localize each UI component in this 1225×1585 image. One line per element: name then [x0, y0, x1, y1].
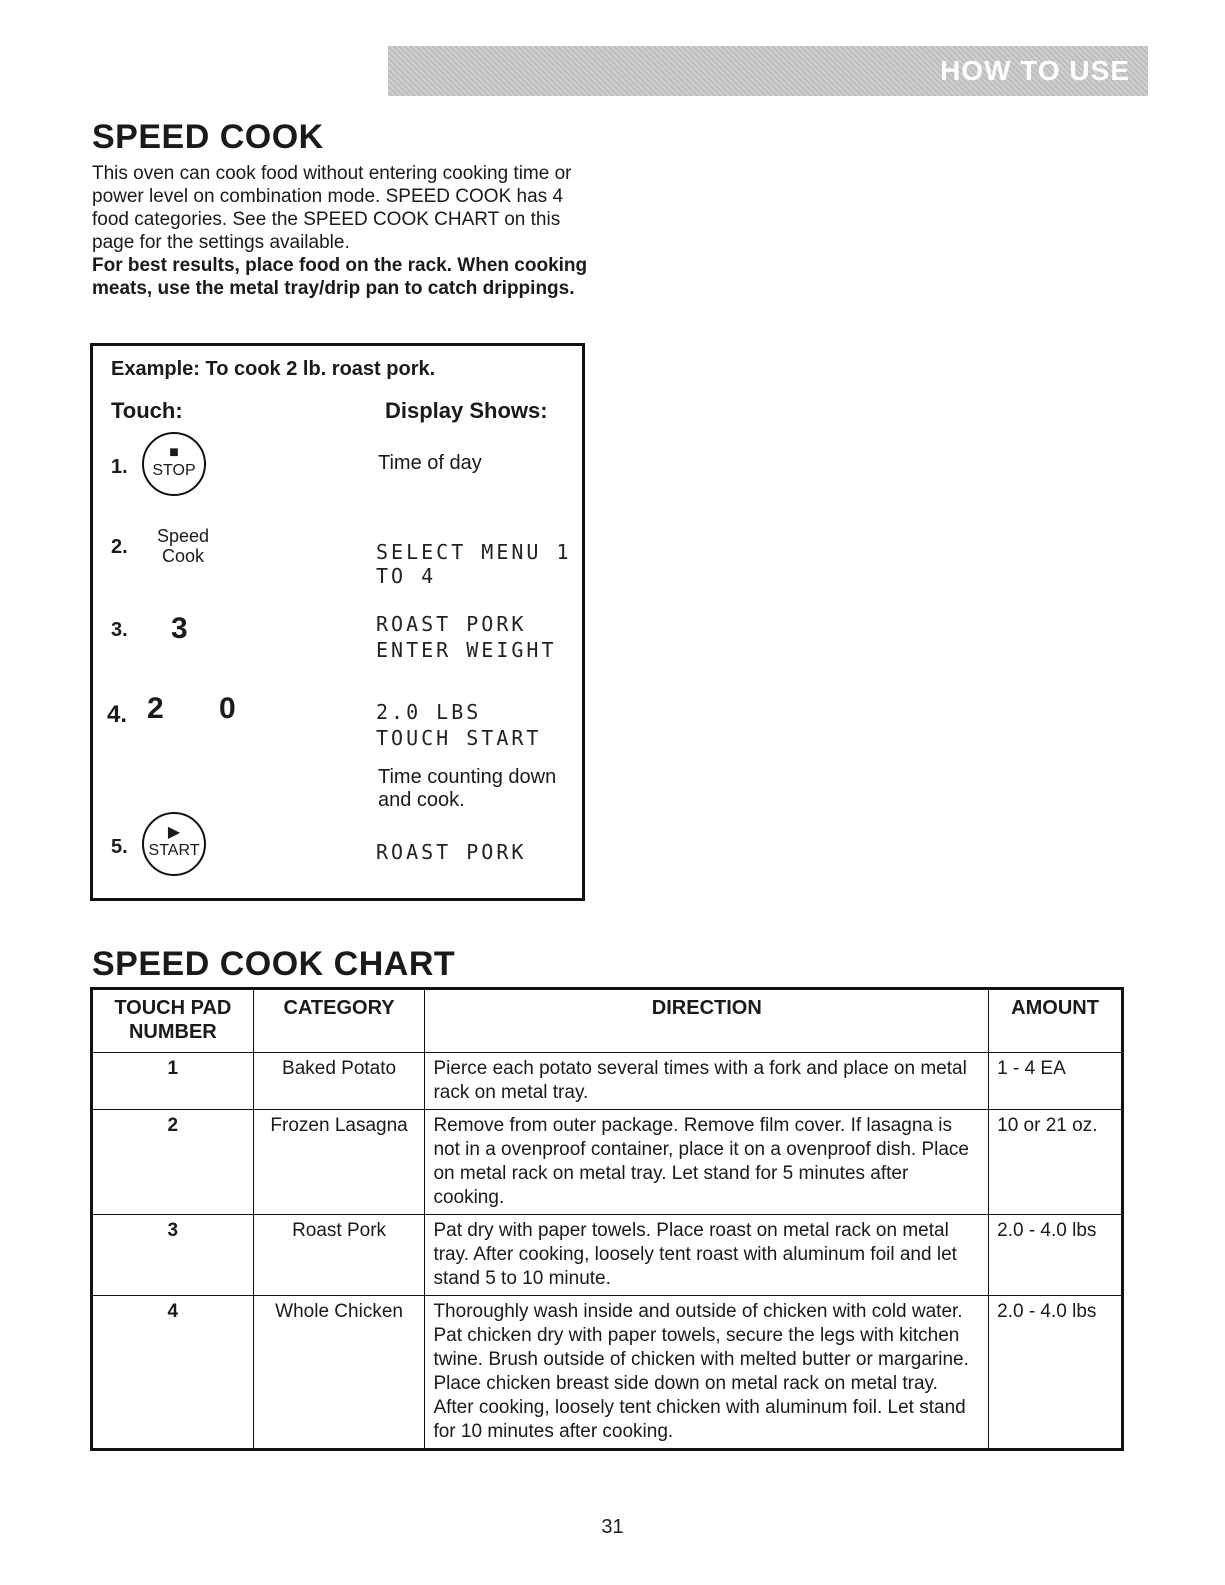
touch-pad-number: 1 [92, 1053, 254, 1110]
column-header: CATEGORY [253, 989, 425, 1053]
number-key: 0 [219, 692, 236, 725]
category-cell: Frozen Lasagna [253, 1110, 425, 1215]
amount-cell: 2.0 - 4.0 lbs [989, 1296, 1123, 1450]
table-row [92, 1110, 1123, 1215]
step-number: 2. [111, 536, 128, 558]
speed-cook-key-line1: Speed [156, 526, 210, 546]
step-number: 3. [111, 619, 128, 641]
number-key: 2 [147, 692, 164, 725]
category-cell: Baked Potato [253, 1053, 425, 1110]
example-title: Example: To cook 2 lb. roast pork. [111, 358, 436, 380]
start-button [142, 812, 206, 876]
amount-cell: 1 - 4 EA [989, 1053, 1123, 1110]
display-text: Time counting down and cook. [378, 766, 557, 811]
column-header: AMOUNT [989, 989, 1123, 1053]
display-text: Time of day [378, 452, 482, 474]
stop-button-label: STOP [152, 462, 196, 479]
column-header: TOUCH PAD NUMBER [92, 989, 254, 1053]
display-segment: 2.0 LBS [376, 700, 482, 724]
direction-cell: Remove from outer package. Remove film cover. If lasagna is not in a ovenproof container, place it on a ovenproof dish. Place on metal rack on metal tray. Let stand for 5 minutes after cooking. [425, 1110, 989, 1215]
number-key: 3 [171, 612, 188, 645]
table-header-row [92, 989, 1123, 1053]
amount-cell: 10 or 21 oz. [989, 1110, 1123, 1215]
touch-pad-number: 4 [92, 1296, 254, 1450]
page-number: 31 [601, 1516, 624, 1538]
display-segment: TOUCH START [376, 726, 542, 750]
display-segment: ENTER WEIGHT [376, 638, 557, 662]
touch-pad-number: 3 [92, 1215, 254, 1296]
start-button-label: START [148, 842, 200, 859]
display-segment: ROAST PORK [376, 840, 527, 864]
speed-cook-chart [90, 987, 1124, 1451]
direction-cell: Thoroughly wash inside and outside of chicken with cold water. Pat chicken dry with paper towels, secure the legs with kitchen twine. Brush outside of chicken with melted butter or margarine. Place chicken breast side down on metal rack on metal tray. After cooking, loosely tent chicken with aluminum foil. Let stand for 10 minutes after cooking. [425, 1296, 989, 1450]
speed-cook-title: SPEED COOK [92, 118, 324, 156]
display-segment: SELECT MENU 1 TO 4 [376, 540, 572, 588]
example-box [90, 343, 585, 901]
speed-cook-chart-title: SPEED COOK CHART [92, 945, 456, 983]
category-cell: Whole Chicken [253, 1296, 425, 1450]
step-number: 4. [107, 701, 128, 728]
table-row [92, 1296, 1123, 1450]
amount-cell: 2.0 - 4.0 lbs [989, 1215, 1123, 1296]
table-row [92, 1053, 1123, 1110]
intro-bold-text: For best results, place food on the rack. When cooking meats, use the metal tray/drip pan to catch drippings. [92, 255, 588, 299]
section-banner-label: HOW TO USE [940, 55, 1130, 86]
display-heading: Display Shows: [385, 398, 548, 423]
column-header: DIRECTION [425, 989, 989, 1053]
touch-pad-number: 2 [92, 1110, 254, 1215]
speed-cook-intro [92, 162, 592, 300]
intro-text: This oven can cook food without entering cooking time or power level on combination mode. SPEED COOK has 4 food categories. See the SPEED COOK CHART on this page for the settings available. [92, 163, 572, 253]
step-number: 1. [111, 456, 128, 478]
play-icon: ▶ [167, 824, 181, 841]
category-cell: Roast Pork [253, 1215, 425, 1296]
direction-cell: Pat dry with paper towels. Place roast on metal rack on metal tray. After cooking, loosely tent roast with aluminum foil and let stand 5 to 10 minute. [425, 1215, 989, 1296]
display-segment: ROAST PORK [376, 612, 527, 636]
direction-cell: Pierce each potato several times with a fork and place on metal rack on metal tray. [425, 1053, 989, 1110]
step-number: 5. [111, 836, 128, 858]
section-banner [388, 46, 1148, 96]
table-row [92, 1215, 1123, 1296]
stop-button [142, 432, 206, 496]
stop-icon: ■ [169, 444, 179, 461]
speed-cook-key-line2: Cook [161, 546, 205, 566]
touch-heading: Touch: [111, 398, 183, 423]
speed-cook-key [148, 526, 218, 566]
